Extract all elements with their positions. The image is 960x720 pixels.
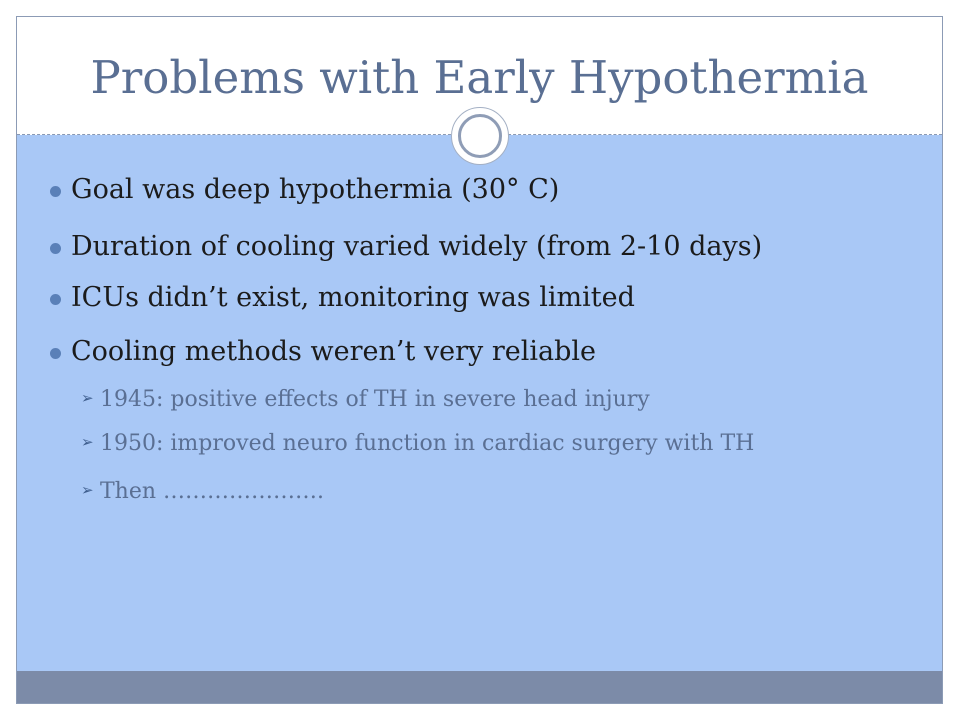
slide-title: Problems with Early Hypothermia xyxy=(90,51,869,104)
sub-bullet-text: 1950: improved neuro function in cardiac surgery with TH xyxy=(100,431,755,456)
arrowhead-icon: ➢ xyxy=(81,481,94,499)
bullet-text: Cooling methods weren’t very reliable xyxy=(71,336,596,367)
bullet-text: Duration of cooling varied widely (from 2-10 days) xyxy=(71,231,763,262)
bullet-dot-icon xyxy=(50,294,61,305)
arrowhead-icon: ➢ xyxy=(81,389,94,407)
bullet-dot-icon xyxy=(50,186,61,197)
footer-band xyxy=(17,671,942,703)
bullet-text: Goal was deep hypothermia (30° C) xyxy=(71,174,560,205)
sub-bullet-text: Then …………………. xyxy=(100,479,325,504)
arrowhead-icon: ➢ xyxy=(81,433,94,451)
bullet-dot-icon xyxy=(50,243,61,254)
bullet-list xyxy=(17,135,942,671)
bullet-text: ICUs didn’t exist, monitoring was limited xyxy=(71,282,635,313)
bullet-dot-icon xyxy=(50,348,61,359)
sub-bullet-text: 1945: positive effects of TH in severe head injury xyxy=(100,387,650,412)
